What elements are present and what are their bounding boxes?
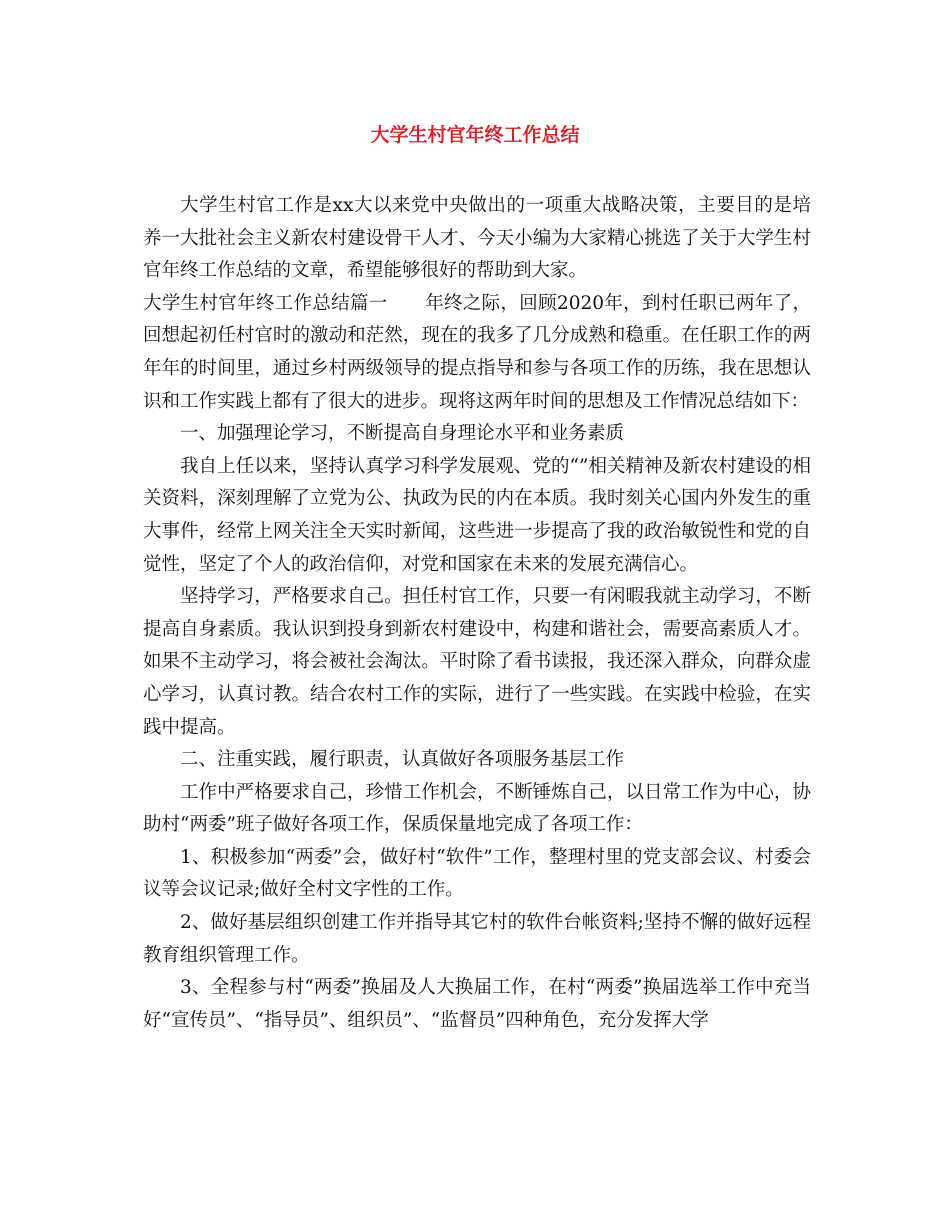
document-title: 大学生村官年终工作总结 — [370, 124, 580, 146]
list-item-1: 1、积极参加“两委”会，做好村“软件”工作，整理村里的党支部会议、村委会议等会议记录;做好全村文字性的工作。 — [143, 846, 811, 901]
heading-practice: 二、注重实践，履行职责，认真做好各项服务基层工作 — [180, 749, 625, 771]
list-item-2: 2、做好基层组织创建工作并指导其它村的软件台帐资料;坚持不懈的做好远程教育组织管理工作。 — [143, 912, 811, 966]
paragraph-section-one-opening: 大学生村官年终工作总结篇一 年终之际，回顾2020年，到村任职已两年了，回想起初任村官时的激动和茫然，现在的我多了几分成熟和稳重。在任职工作的两年年的时间里，通过乡村两级领导的提点指导和参与各项工作的历练，我在思想认识和工作实践上都有了很大的进步。现将这两年时间的思想及工作情况总结如下： — [143, 292, 811, 412]
paragraph-intro: 大学生村官工作是xx大以来党中央做出的一项重大战略决策，主要目的是培养一大批社会主义新农村建设骨干人才、今天小编为大家精心挑选了关于大学生村官年终工作总结的文章，希望能够很好的帮助到大家。 — [143, 195, 811, 282]
paragraph-persist-learning: 坚持学习，严格要求自己。担任村官工作，只要一有闲暇我就主动学习，不断提高自身素质。我认识到投身到新农村建设中，构建和谐社会，需要高素质人才。如果不主动学习，将会被社会淘汰。平时除了看书读报，我还深入群众，向群众虚心学习，认真讨教。结合农村工作的实际，进行了一些实践。在实践中检验，在实践中提高。 — [143, 586, 811, 738]
list-item-3: 3、全程参与村“两委”换届及人大换届工作，在村“两委”换届选举工作中充当好“宣传员”、“指导员”、组织员”、“监督员”四种角色，充分发挥大学 — [143, 977, 811, 1031]
paragraph-practice: 工作中严格要求自己，珍惜工作机会，不断锤炼自己，以日常工作为中心，协助村“两委”班子做好各项工作，保质保量地完成了各项工作： — [143, 781, 811, 836]
paragraph-theory-study: 我自上任以来，坚持认真学习科学发展观、党的“”相关精神及新农村建设的相关资料，深刻理解了立党为公、执政为民的内在本质。我时刻关心国内外发生的重大事件，经常上网关注全天实时新闻，这些进一步提高了我的政治敏锐性和党的自觉性，坚定了个人的政治信仰，对党和国家在未来的发展充满信心。 — [143, 455, 811, 575]
document-body — [143, 190, 811, 1037]
heading-theory-study: 一、加强理论学习，不断提高自身理论水平和业务素质 — [180, 423, 625, 445]
